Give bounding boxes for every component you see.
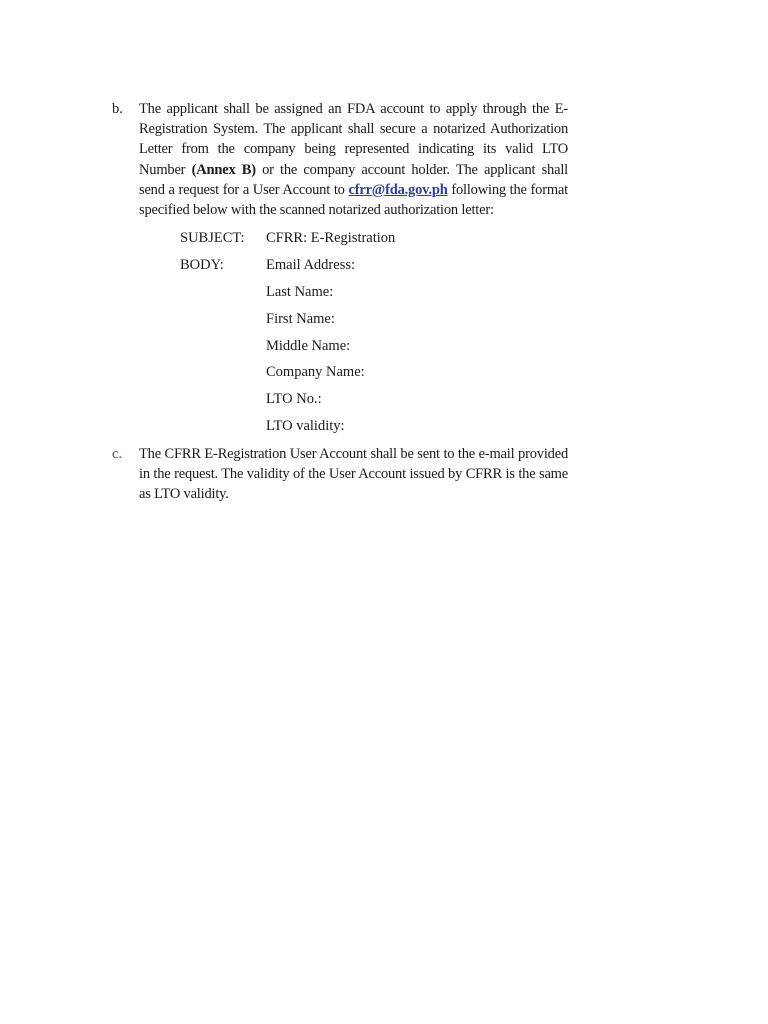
list-item-c bbox=[112, 444, 568, 505]
list-marker-c: c. bbox=[112, 446, 123, 462]
item-b-text-3: following the format specified below with the scanned notarized authorization letter: bbox=[139, 181, 568, 219]
format-row-company-name bbox=[180, 362, 480, 389]
body-field-company-name: Company Name: bbox=[266, 364, 365, 381]
subject-value: CFRR: E-Registration bbox=[266, 230, 396, 246]
annex-reference: (Annex B) bbox=[191, 161, 256, 178]
body-label: BODY: bbox=[180, 256, 224, 273]
list-marker-b: b. bbox=[112, 101, 123, 117]
email-format-block bbox=[180, 228, 480, 443]
body-field-middle-name: Middle Name: bbox=[266, 337, 351, 354]
item-b-paragraph bbox=[139, 99, 568, 220]
body-field-lto-no: LTO No.: bbox=[266, 391, 322, 408]
format-row-first-name bbox=[180, 309, 480, 336]
list-item-b bbox=[112, 99, 568, 220]
subject-label: SUBJECT: bbox=[180, 230, 245, 246]
body-field-email-address: Email Address: bbox=[266, 256, 356, 273]
item-b-text-2: or the company account holder. The applicant shall send a request for a User Account to bbox=[139, 161, 568, 198]
body-field-first-name: First Name: bbox=[266, 310, 335, 327]
body-field-lto-validity: LTO validity: bbox=[266, 418, 345, 435]
email-link[interactable]: cfrr@fda.gov.ph bbox=[348, 181, 448, 198]
format-row-last-name bbox=[180, 282, 480, 309]
item-c-paragraph: The CFRR E-Registration User Account shall be sent to the e-mail provided in the request. The validity of the User Account issued by CFRR is the same as LTO validity. bbox=[139, 446, 568, 503]
format-row-lto-no bbox=[180, 389, 480, 416]
format-row-body bbox=[180, 255, 480, 282]
body-field-last-name: Last Name: bbox=[266, 283, 334, 300]
format-row-middle-name bbox=[180, 336, 480, 363]
item-b-text-1: The applicant shall be assigned an FDA account to apply through the E-Registration System. The applicant shall secure a notarized Authorization Letter from the company being represented indicating its valid LTO Number bbox=[139, 101, 568, 178]
format-row-lto-validity bbox=[180, 416, 480, 443]
format-row-subject bbox=[180, 228, 480, 255]
